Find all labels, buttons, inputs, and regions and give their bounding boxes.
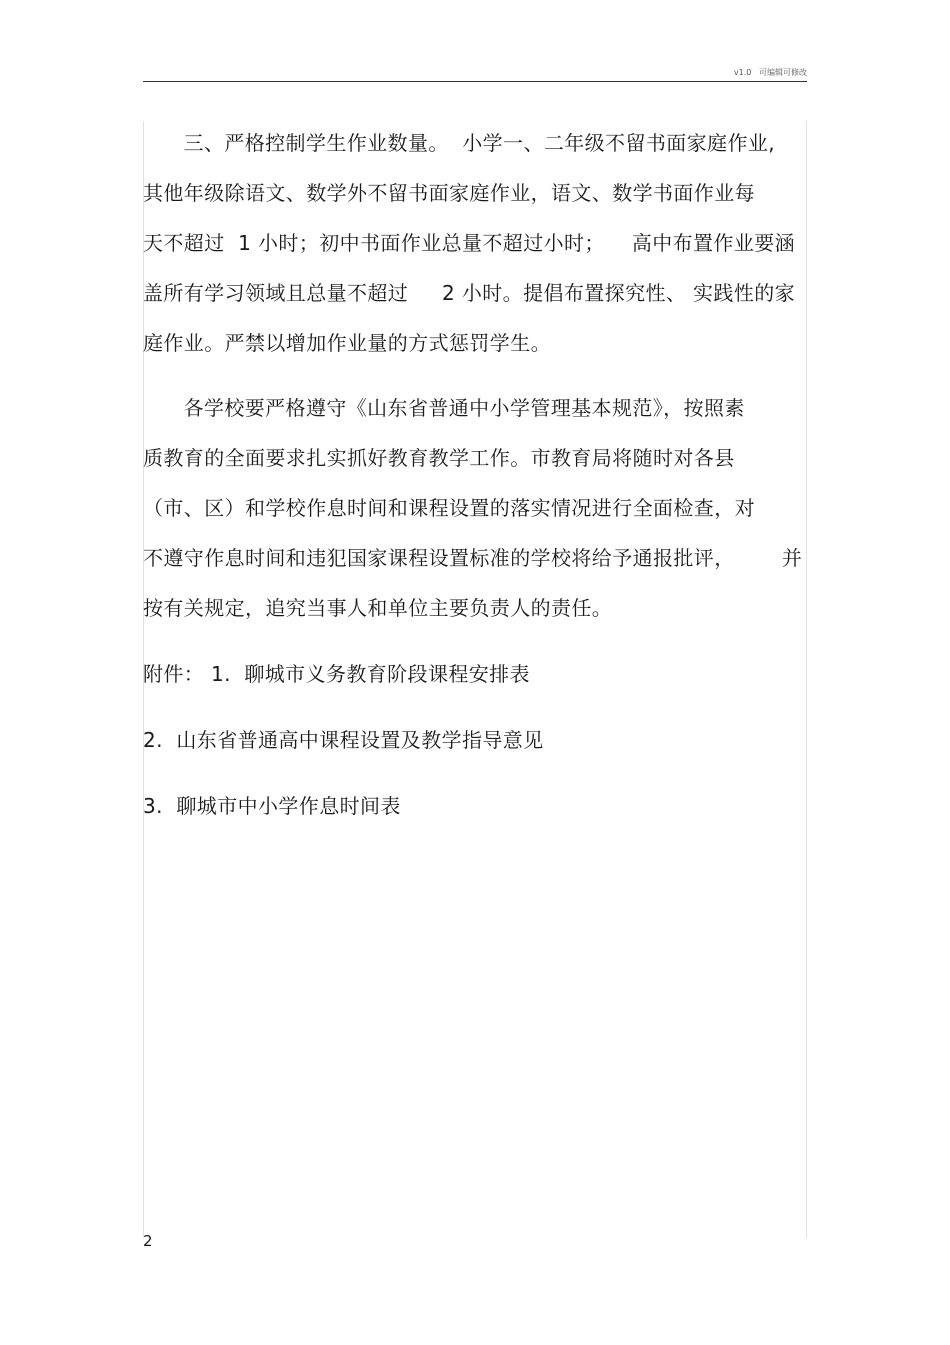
paragraph-line: 不遵守作息时间和违犯国家课程设置标准的学校将给予通报批评， 并: [143, 546, 803, 570]
attachment-item: 3. 聊城市中小学作息时间表: [143, 794, 401, 818]
paragraph-line: 其他年级除语文、数学外不留书面家庭作业，语文、数学书面作业每: [143, 181, 755, 205]
paragraph-line: 庭作业。严禁以增加作业量的方式惩罚学生。: [143, 331, 551, 355]
header-divider: [143, 81, 807, 82]
paragraph-line: 各学校要严格遵守《山东省普通中小学管理基本规范》，按照素: [143, 396, 745, 420]
attachment-item: 附件： 1. 聊城市义务教育阶段课程安排表: [143, 662, 530, 686]
header-version-note: v1.0 可编辑可修改: [733, 68, 807, 77]
paragraph-line: 盖所有学习领域且总量不超过 2 小时。提倡布置探究性、 实践性的家: [143, 281, 796, 305]
attachment-item: 2. 山东省普通高中课程设置及教学指导意见: [143, 728, 544, 752]
paragraph-line: 按有关规定，追究当事人和单位主要负责人的责任。: [143, 596, 613, 620]
paragraph-line: 天不超过 1 小时；初中书面作业总量不超过小时； 高中布置作业要涵: [143, 231, 796, 255]
paragraph-line: 三、严格控制学生作业数量。 小学一、二年级不留书面家庭作业,: [143, 131, 776, 155]
page-frame-right: [806, 121, 807, 1238]
page-number: 2: [143, 1232, 153, 1250]
paragraph-line: 质教育的全面要求扎实抓好教育教学工作。市教育局将随时对各县: [143, 446, 735, 470]
paragraph-line: （市、区）和学校作息时间和课程设置的落实情况进行全面检查，对: [143, 496, 755, 520]
